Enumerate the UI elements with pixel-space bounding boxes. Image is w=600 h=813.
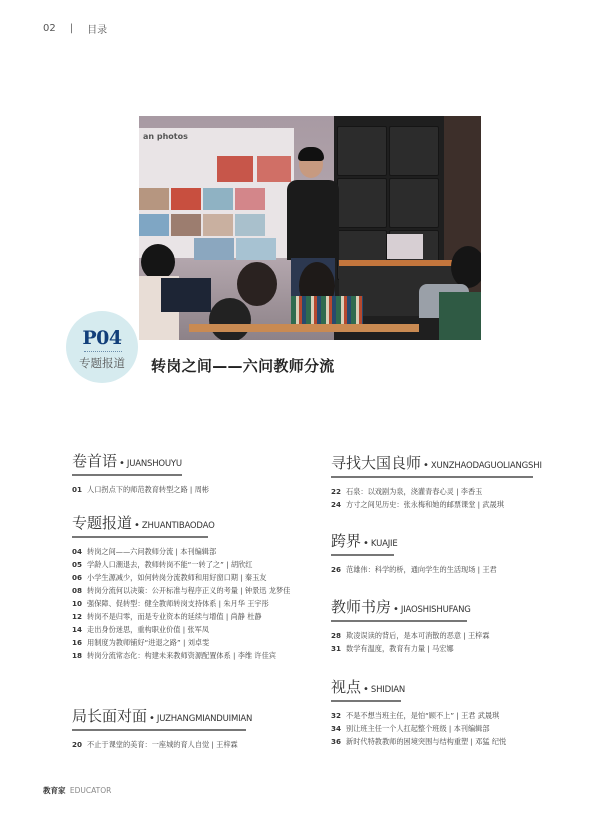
toc-entry[interactable]: 24 方寸之间见历史：张永梅和她的邮票课堂 | 武晟琪 xyxy=(331,499,504,509)
section-divider xyxy=(331,554,394,556)
toc-entry[interactable]: 18 转岗分流常态化：构建未来教师资源配置体系 | 李维 许佳宾 xyxy=(72,650,276,660)
section-header: 局长面对面 • JUZHANGMIANDUIMIAN xyxy=(72,707,253,725)
toc-entry[interactable]: 14 走出身份迷思，重构职业价值 | 张军凤 xyxy=(72,624,209,634)
section-header: 视点 • SHIDIAN xyxy=(331,678,406,696)
toc-entry[interactable]: 12 转岗不是归零，而是专业资本的延续与增值 | 尚静 杜静 xyxy=(72,611,262,621)
header-separator: | xyxy=(69,23,74,34)
section-shidian xyxy=(331,676,551,749)
section-header: 跨界 • KUAJIE xyxy=(331,532,398,550)
toc-entry[interactable]: 08 转岗分流何以决策：公开标准与程序正义的考量 | 钟景迅 龙梦佳 xyxy=(72,585,291,595)
section-divider xyxy=(72,536,208,538)
header-section: 目录 xyxy=(87,25,108,36)
toc-entry[interactable]: 20 不止于课堂的美育：一座城的育人自觉 | 王梓霖 xyxy=(72,739,238,749)
toc-entry[interactable]: 16 用制度为教师铺好“进退之路” | 刘卓雯 xyxy=(72,637,210,647)
section-kuajie xyxy=(331,530,551,577)
section-header: 卷首语 • JUANSHOUYU xyxy=(72,452,182,470)
toc-entry[interactable]: 31 数学有温度，教育有力量 | 马宏娜 xyxy=(331,643,454,653)
section-divider xyxy=(331,476,533,478)
section-zhuantibaodao xyxy=(72,512,312,663)
section-divider xyxy=(331,620,467,622)
section-juanshouyu xyxy=(72,450,242,497)
section-header: 教师书房 • JIAOSHISHUFANG xyxy=(331,598,471,616)
projector-screen xyxy=(139,128,294,258)
toc-entry[interactable]: 10 强保障、促转型：健全教师转岗支持体系 | 朱月华 王宇彤 xyxy=(72,598,269,608)
section-header: 专题报道 • ZHUANTIBAODAO xyxy=(72,514,215,532)
section-header: 寻找大国良师 • XUNZHAODAGUOLIANGSHI xyxy=(331,454,542,472)
feature-page-number: P04 xyxy=(82,327,122,349)
section-divider xyxy=(72,474,182,476)
feature-title: 转岗之间——六问教师分流 xyxy=(151,357,335,375)
page-header xyxy=(43,21,107,36)
toc-entry[interactable]: 22 石泉：以戏剧为泉，浇灌青春心灵 | 李香玉 xyxy=(331,486,483,496)
toc-entry[interactable]: 34 别让班主任一个人扛起整个班级 | 本刊编辑部 xyxy=(331,723,490,733)
footer-brand xyxy=(43,785,111,796)
section-jiaoshishufang xyxy=(331,596,551,656)
page-number: 02 xyxy=(43,23,56,34)
section-divider xyxy=(72,729,246,731)
toc-entry[interactable]: 05 学龄人口潮退去，教师转岗不能“一转了之” | 胡欣红 xyxy=(72,559,253,569)
screen-title: an photos xyxy=(143,132,188,141)
badge-divider xyxy=(84,351,122,352)
speaker xyxy=(287,180,339,260)
laptop xyxy=(387,234,423,259)
brand-cn: 教育家 xyxy=(43,786,66,795)
toc-entry[interactable]: 06 小学生源减少，如何转岗分流教师和用好窗口期 | 秦玉友 xyxy=(72,572,267,582)
brand-en: EDUCATOR xyxy=(69,786,112,795)
toc-entry[interactable]: 26 范雄伟：科学的桥，通向学生的生活现场 | 王君 xyxy=(331,564,497,574)
toc-entry[interactable]: 04 转岗之间——六问教师分流 | 本刊编辑部 xyxy=(72,546,217,556)
toc-entry[interactable]: 32 不是不想当班主任，是怕“顾不上” | 王君 武晟琪 xyxy=(331,710,500,720)
section-juzhangmianduimian xyxy=(72,705,312,752)
toc-entry[interactable]: 36 新时代特教教师的困境突围与结构重塑 | 邓猛 纪悦 xyxy=(331,736,507,746)
section-xunzhaodaguoliangshi xyxy=(331,452,551,512)
toc-entry[interactable]: 28 欺凌误读的背后，是本可消散的恶意 | 王梓霖 xyxy=(331,630,490,640)
toc-entry[interactable]: 01 人口拐点下的师范教育转型之路 | 周彬 xyxy=(72,484,209,494)
feature-photo xyxy=(139,116,481,340)
section-divider xyxy=(331,700,401,702)
feature-label: 专题报道 xyxy=(79,356,125,370)
